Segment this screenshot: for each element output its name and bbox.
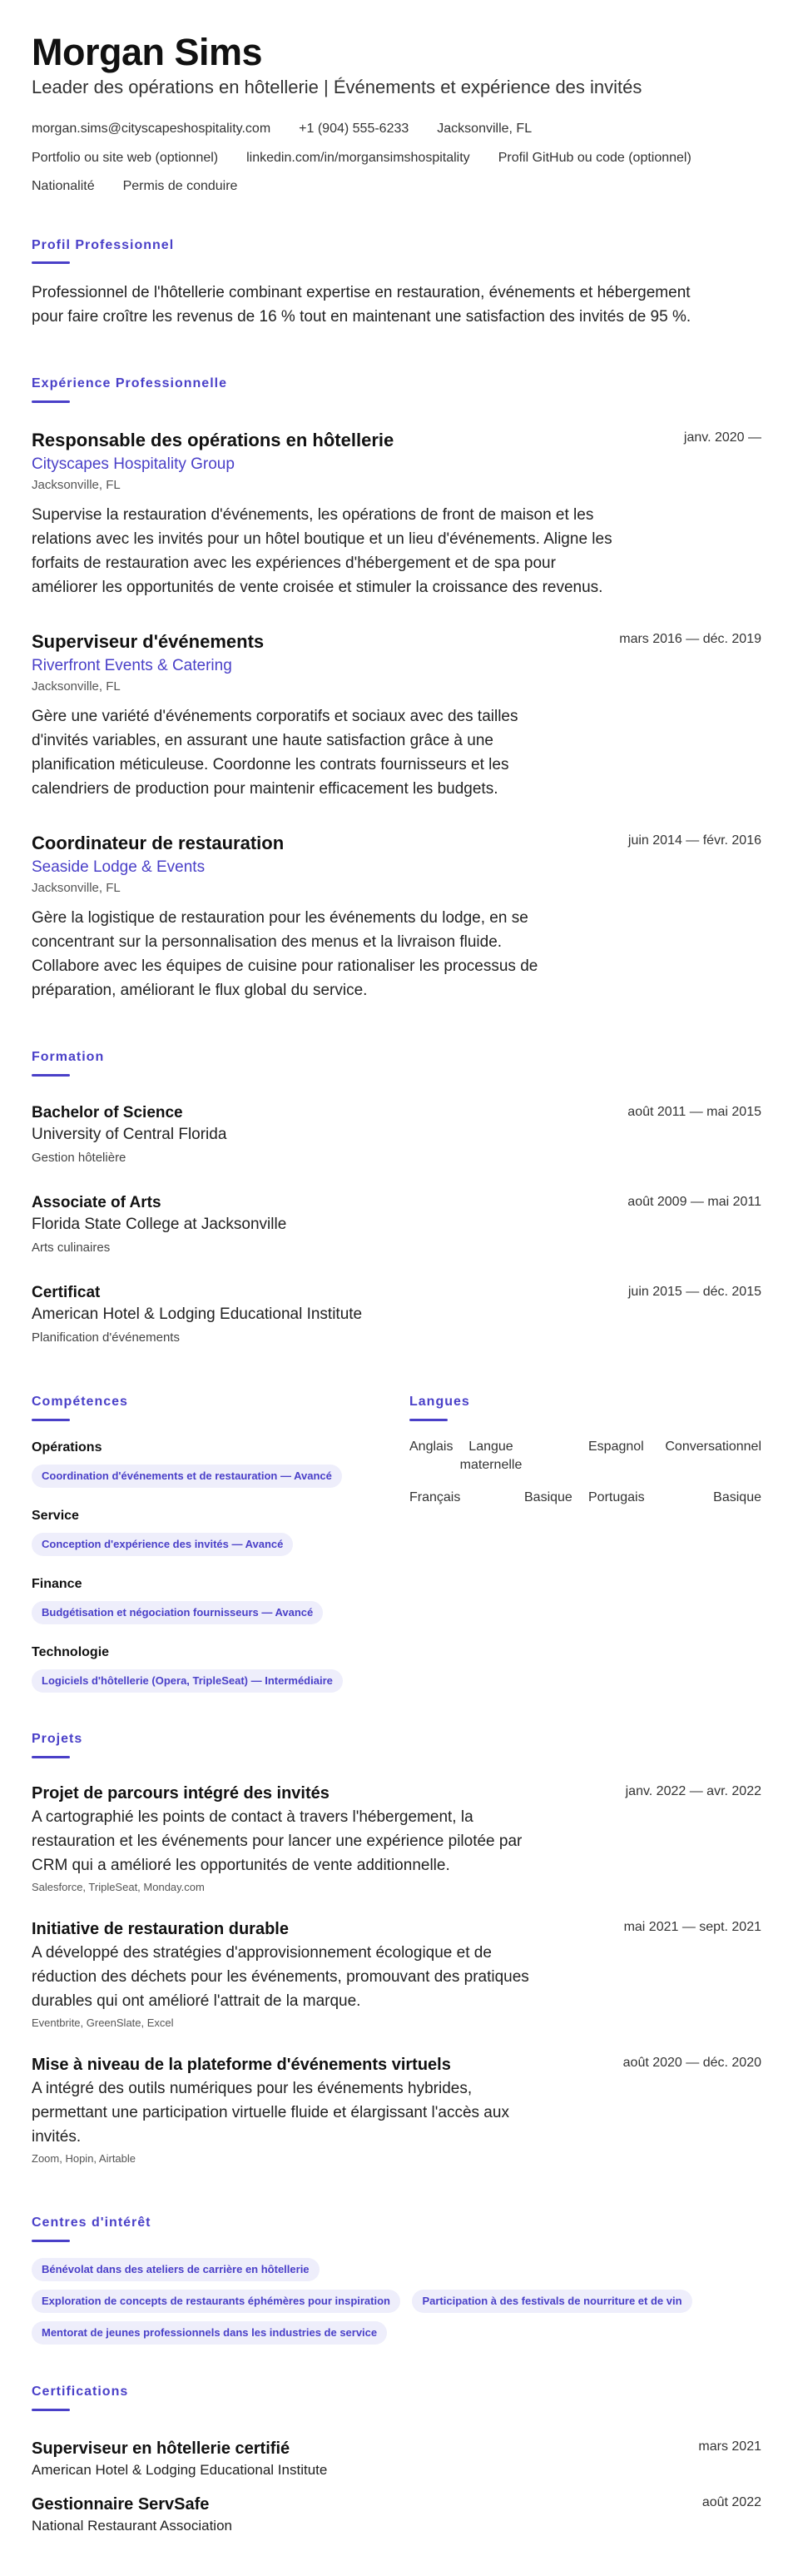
language-name: Espagnol: [588, 1440, 644, 1454]
profile-line: pour faire croître les revenus de 16 % tout en maintenant une satisfaction des invités de 95 %.: [32, 308, 691, 326]
skill-pill: Logiciels d'hôtellerie (Opera, TripleSeat) — Intermédiaire: [32, 1669, 343, 1693]
skill-category: Opérations: [32, 1440, 102, 1455]
languages-heading: Langues: [409, 1395, 470, 1409]
job-entry: [32, 629, 518, 801]
job-location: Jacksonville, FL: [32, 478, 121, 492]
experience-rule: [32, 400, 70, 403]
contact-row-2: [32, 149, 720, 167]
contact-nationality: Nationalité: [32, 179, 95, 193]
project-dates: août 2020 — déc. 2020: [622, 2056, 761, 2070]
contact-email[interactable]: morgan.sims@cityscapeshospitality.com: [32, 122, 271, 136]
project-line: A développé des stratégies d'approvisionnement écologique et de: [32, 1944, 492, 1962]
project-dates: mai 2021 — sept. 2021: [623, 1920, 761, 1934]
contact-location: Jacksonville, FL: [437, 122, 533, 136]
education-school: Florida State College at Jacksonville: [32, 1216, 287, 1233]
interest-pill: Mentorat de jeunes professionnels dans les industries de service: [32, 2321, 387, 2345]
education-dates: août 2011 — mai 2015: [627, 1105, 761, 1119]
job-line: Gère la logistique de restauration pour les événements du lodge, en se: [32, 909, 528, 927]
education-degree: Bachelor of Science: [32, 1104, 183, 1121]
job-title: Coordinateur de restauration: [32, 833, 285, 853]
job-dates: mars 2016 — déc. 2019: [619, 632, 761, 646]
interest-pill-row: [32, 2321, 387, 2345]
skill-group: [32, 1644, 343, 1693]
project-dates: janv. 2022 — avr. 2022: [625, 1784, 761, 1798]
skill-group: [32, 1507, 293, 1556]
education-field: Arts culinaires: [32, 1241, 111, 1255]
project-line: invités.: [32, 2128, 82, 2146]
project-tech: Eventbrite, GreenSlate, Excel: [32, 2017, 174, 2029]
language-level: Conversationnel: [665, 1440, 761, 1454]
language-name: Anglais: [409, 1440, 453, 1454]
job-line: calendriers de production pour maintenir efficacement les budgets.: [32, 780, 498, 798]
project-line: permettant une participation virtuelle fluide et élargissant l'accès aux: [32, 2104, 509, 2121]
contact-github[interactable]: Profil GitHub ou code (optionnel): [498, 151, 691, 165]
project-title: Projet de parcours intégré des invités: [32, 1784, 330, 1803]
skill-pill: Budgétisation et négociation fournisseurs — Avancé: [32, 1601, 323, 1624]
skill-pill: Conception d'expérience des invités — Avancé: [32, 1533, 293, 1556]
certifications-rule: [32, 2409, 70, 2411]
education-school: University of Central Florida: [32, 1126, 227, 1143]
job-line: d'invités variables, en assurant une haute satisfaction grâce à une: [32, 732, 493, 749]
job-title: Responsable des opérations en hôtellerie: [32, 430, 394, 450]
project-line: CRM qui a amélioré les opportunités de vente additionnelle.: [32, 1857, 450, 1874]
project-line: restauration et les événements pour lancer une expérience pilotée par: [32, 1833, 523, 1850]
project-line: réduction des déchets pour les événements, promouvant des pratiques: [32, 1968, 529, 1986]
interest-pill-row: [32, 2258, 320, 2281]
job-line: planification méticuleuse. Coordonne les contrats fournisseurs et les: [32, 756, 509, 773]
profile-heading: Profil Professionnel: [32, 238, 175, 252]
contact-row-3: [32, 177, 265, 196]
skill-group: [32, 1575, 323, 1624]
interests-heading: Centres d'intérêt: [32, 2215, 151, 2230]
languages-rule: [409, 1419, 448, 1421]
language-name: Portugais: [588, 1490, 645, 1504]
skills-rule: [32, 1419, 70, 1421]
language-level-line: maternelle: [459, 1458, 523, 1472]
job-entry: [32, 428, 612, 599]
profile-summary: [32, 281, 691, 329]
language-level: Basique: [713, 1490, 761, 1504]
certifications-heading: Certifications: [32, 2385, 129, 2399]
skill-category: Service: [32, 1509, 79, 1523]
job-description: [32, 906, 538, 1002]
certification-entry: [32, 2437, 327, 2480]
job-line: préparation, améliorant le flux global du service.: [32, 982, 368, 999]
contact-row-1: [32, 120, 560, 138]
job-description: [32, 704, 518, 801]
education-entry: [32, 1282, 362, 1347]
certification-entry: [32, 2493, 232, 2536]
experience-heading: Expérience Professionnelle: [32, 376, 227, 390]
project-tech: Zoom, Hopin, Airtable: [32, 2152, 136, 2165]
job-line: concentrant sur la personnalisation des menus et la livraison fluide.: [32, 933, 503, 951]
job-line: Gère une variété d'événements corporatifs et sociaux avec des tailles: [32, 708, 518, 725]
education-entry: [32, 1102, 226, 1167]
education-dates: juin 2015 — déc. 2015: [627, 1285, 761, 1299]
education-field: Gestion hôtelière: [32, 1151, 126, 1165]
job-company: Riverfront Events & Catering: [32, 657, 232, 674]
education-field: Planification d'événements: [32, 1330, 180, 1345]
skill-category: Technologie: [32, 1645, 110, 1659]
interest-pill: Participation à des festivals de nourriture et de vin: [412, 2290, 691, 2313]
education-degree: Associate of Arts: [32, 1194, 161, 1211]
language-level: [458, 1438, 524, 1474]
projects-heading: Projets: [32, 1732, 83, 1746]
skills-heading: Compétences: [32, 1395, 128, 1409]
job-dates: juin 2014 — févr. 2016: [627, 833, 761, 848]
skill-category: Finance: [32, 1577, 82, 1591]
certification-org: American Hotel & Lodging Educational Institute: [32, 2462, 328, 2478]
certification-title: Gestionnaire ServSafe: [32, 2495, 210, 2514]
job-line: Collabore avec les équipes de cuisine pour rationaliser les processus de: [32, 957, 538, 975]
job-line: relations avec les invités pour un hôtel boutique et un lieu d'événements. Aligne les: [32, 530, 612, 548]
interest-pill: Exploration de concepts de restaurants éphémères pour inspiration: [32, 2290, 400, 2313]
project-entry: [32, 1782, 522, 1896]
job-line: améliorer les opportunités de vente croisée et stimuler la croissance des revenus.: [32, 579, 603, 596]
certification-org: National Restaurant Association: [32, 2518, 232, 2534]
job-entry: [32, 831, 538, 1002]
certification-date: août 2022: [701, 2495, 761, 2509]
project-line: A cartographié les points de contact à travers l'hébergement, la: [32, 1808, 473, 1826]
project-tech: Salesforce, TripleSeat, Monday.com: [32, 1881, 205, 1893]
education-entry: [32, 1192, 286, 1257]
job-location: Jacksonville, FL: [32, 881, 121, 895]
job-line: forfaits de restauration avec les expériences d'hébergement et de spa pour: [32, 554, 556, 572]
contact-portfolio[interactable]: Portfolio ou site web (optionnel): [32, 151, 219, 165]
education-dates: août 2009 — mai 2011: [627, 1195, 761, 1209]
profile-line: Professionnel de l'hôtellerie combinant expertise en restauration, événements et hébergement: [32, 284, 691, 301]
contact-license: Permis de conduire: [122, 179, 238, 193]
education-degree: Certificat: [32, 1284, 101, 1301]
job-location: Jacksonville, FL: [32, 679, 121, 694]
language-name: Français: [409, 1490, 461, 1504]
job-description: [32, 503, 612, 599]
education-heading: Formation: [32, 1050, 105, 1064]
candidate-headline: Leader des opérations en hôtellerie | Événements et expérience des invités: [32, 77, 642, 97]
job-line: Supervise la restauration d'événements, les opérations de front de maison et les: [32, 506, 594, 524]
language-level: Basique: [524, 1490, 572, 1504]
project-line: A intégré des outils numériques pour les événements hybrides,: [32, 2080, 473, 2097]
language-level-line: Langue: [468, 1440, 513, 1454]
contact-phone[interactable]: +1 (904) 555-6233: [299, 122, 409, 136]
interest-pill: Bénévolat dans des ateliers de carrière en hôtellerie: [32, 2258, 320, 2281]
job-company: Cityscapes Hospitality Group: [32, 455, 235, 473]
projects-rule: [32, 1756, 70, 1758]
project-title: Initiative de restauration durable: [32, 1920, 289, 1938]
skill-pill: Coordination d'événements et de restauration — Avancé: [32, 1465, 342, 1488]
project-entry: [32, 1917, 529, 2031]
contact-linkedin[interactable]: linkedin.com/in/morgansimshospitality: [246, 151, 470, 165]
interests-rule: [32, 2240, 70, 2242]
certification-date: mars 2021: [698, 2439, 761, 2454]
education-school: American Hotel & Lodging Educational Institute: [32, 1305, 363, 1323]
job-company: Seaside Lodge & Events: [32, 858, 206, 876]
certification-title: Superviseur en hôtellerie certifié: [32, 2439, 290, 2458]
skill-group: [32, 1439, 342, 1488]
project-line: durables qui ont amélioré l'attrait de la marque.: [32, 1992, 361, 2010]
project-description: [32, 1805, 522, 1877]
job-title: Superviseur d'événements: [32, 631, 265, 652]
job-dates: janv. 2020 —: [683, 430, 761, 445]
profile-rule: [32, 261, 70, 264]
project-title: Mise à niveau de la plateforme d'événements virtuels: [32, 2056, 451, 2074]
interest-pill-row: [32, 2290, 692, 2313]
education-rule: [32, 1074, 70, 1077]
project-entry: [32, 2053, 509, 2167]
project-description: [32, 2076, 509, 2149]
project-description: [32, 1941, 529, 2013]
candidate-name: Morgan Sims: [32, 31, 263, 73]
